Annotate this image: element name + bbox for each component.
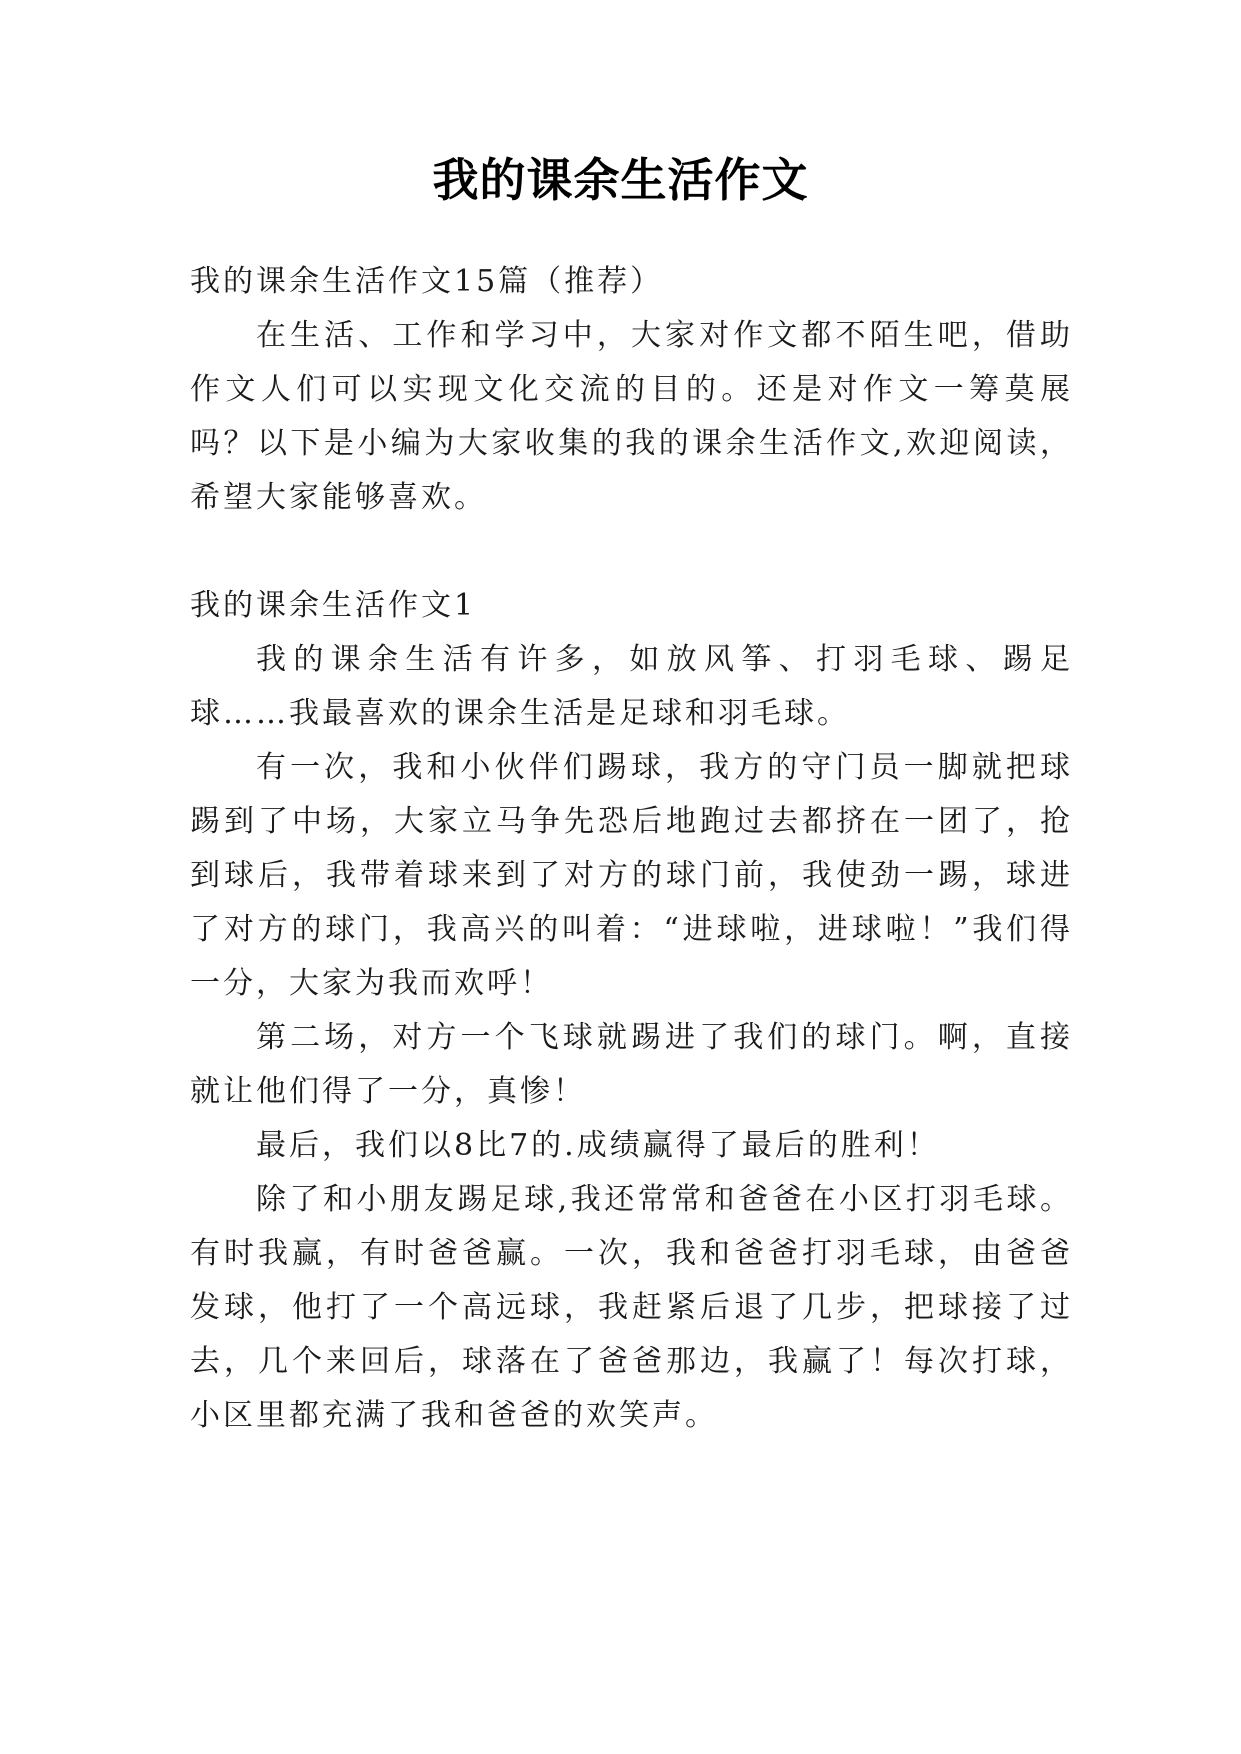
intro-line: 作文人们可以实现文化交流的目的。还是对作文一筹莫展	[190, 372, 1070, 407]
body-line: 我的课余生活有许多，如放风筝、打羽毛球、踢足	[256, 642, 1070, 677]
body-line: 有时我赢，有时爸爸赢。一次，我和爸爸打羽毛球，由爸爸	[190, 1236, 1070, 1271]
body-line: 球……我最喜欢的课余生活是足球和羽毛球。	[190, 696, 850, 731]
intro-line: 希望大家能够喜欢。	[190, 480, 487, 515]
document-subtitle: 我的课余生活作文15篇（推荐）	[190, 264, 664, 299]
intro-line: 在生活、工作和学习中，大家对作文都不陌生吧，借助	[256, 318, 1070, 353]
body-line: 最后，我们以8比7的.成绩赢得了最后的胜利！	[256, 1128, 940, 1163]
document-title: 我的课余生活作文	[432, 153, 809, 207]
body-line: 一分，大家为我而欢呼！	[190, 966, 553, 1001]
body-line: 了对方的球门，我高兴的叫着：“进球啦，进球啦！”我们得	[190, 912, 1070, 947]
section-heading: 我的课余生活作文1	[190, 588, 477, 623]
body-line: 到球后，我带着球来到了对方的球门前，我使劲一踢，球进	[190, 858, 1070, 893]
body-line: 小区里都充满了我和爸爸的欢笑声。	[190, 1398, 718, 1433]
body-line: 第二场，对方一个飞球就踢进了我们的球门。啊，直接	[256, 1020, 1070, 1055]
body-line: 发球，他打了一个高远球，我赶紧后退了几步，把球接了过	[190, 1290, 1070, 1325]
body-line: 去，几个来回后，球落在了爸爸那边，我赢了！每次打球，	[190, 1344, 1070, 1379]
intro-line: 吗？以下是小编为大家收集的我的课余生活作文,欢迎阅读，	[190, 426, 1070, 461]
body-line: 除了和小朋友踢足球,我还常常和爸爸在小区打羽毛球。	[256, 1182, 1070, 1217]
body-line: 有一次，我和小伙伴们踢球，我方的守门员一脚就把球	[256, 750, 1070, 785]
body-line: 踢到了中场，大家立马争先恐后地跑过去都挤在一团了，抢	[190, 804, 1070, 839]
body-line: 就让他们得了一分，真惨！	[190, 1074, 586, 1109]
